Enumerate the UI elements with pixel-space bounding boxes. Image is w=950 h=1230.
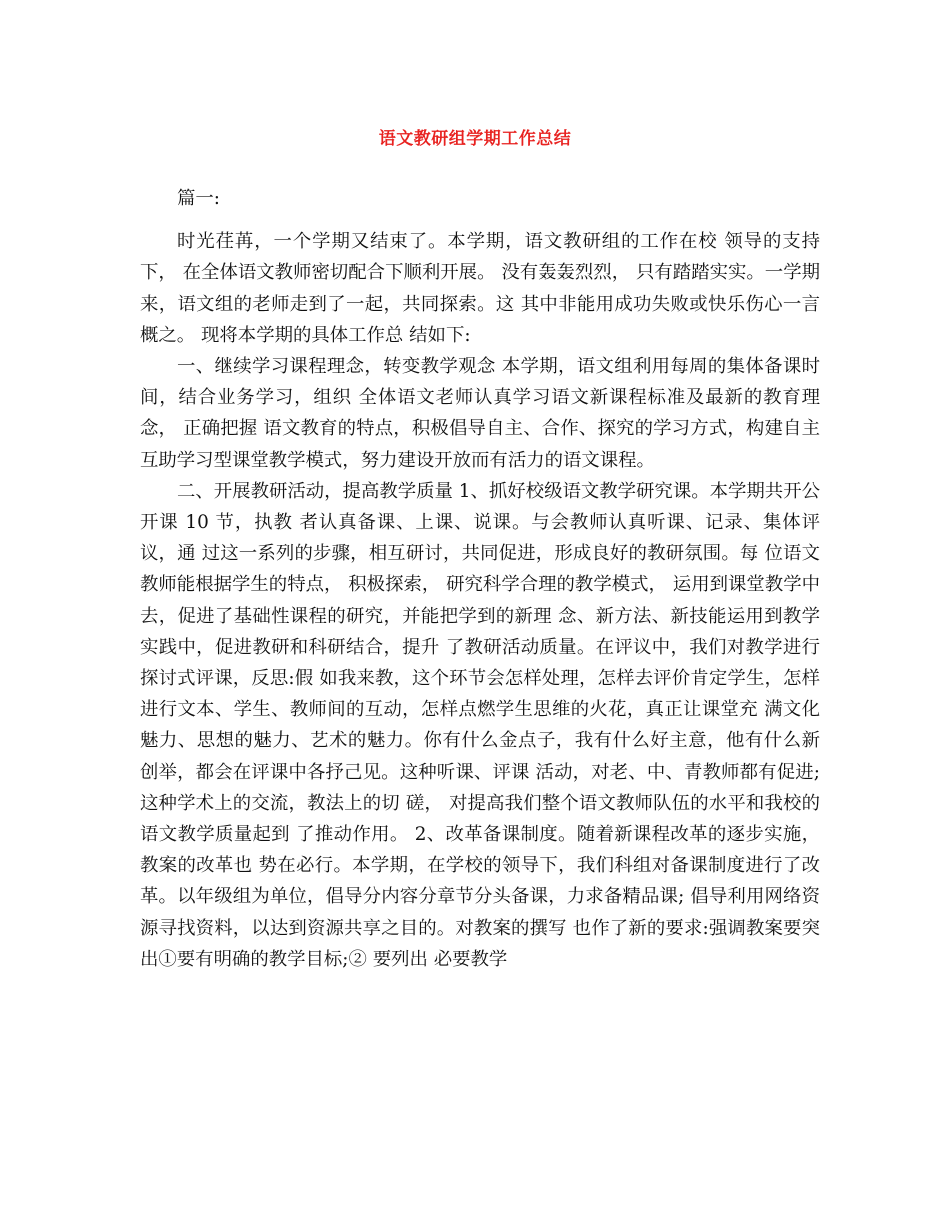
intro-paragraph: 时光荏苒，一个学期又结束了。本学期，语文教研组的工作在校 领导的支持下， 在全体语文教师密切配合下顺利开展。 没有轰轰烈烈， 只有踏踏实实。一学期来，语文组的老师走到了一起，共同探索。这 其中非能用成功失败或快乐伤心一言概之。 现将本学期的具体工作总 结如下: — [140, 231, 820, 346]
section-two-paragraph: 二、开展教研活动，提高教学质量 1、抓好校级语文教学研究课。本学期共开公开课 10 节，执教 者认真备课、上课、说课。与会教师认真听课、记录、集体评议，通 过这一系列的步骤，相互研讨，共同促进，形成良好的教研氛围。每 位语文教师能根据学生的特点， 积极探索， 研究科学合理的教学模式， 运用到课堂教学中去，促进了基础性课程的研究，并能把学到的新理 念、新方法、新技能运用到教学实践中，促进教研和科研结合，提升 了教研活动质量。在评议中，我们对教学进行探讨式评课，反思:假 如我来教，这个环节会怎样处理，怎样去评价肯定学生，怎样进行文本、学生、教师间的互动，怎样点燃学生思维的火花，真正让课堂充 满文化魅力、思想的魅力、艺术的魅力。你有什么金点子，我有什么好主意，他有什么新创举，都会在评课中各抒己见。这种听课、评课 活动，对老、中、青教师都有促进;这种学术上的交流，教法上的切 磋， 对提高我们整个语文教师队伍的水平和我校的语文教学质量起到 了推动作用。 2、改革备课制度。随着新课程改革的逐步实施，教案的改革也 势在必行。本学期，在学校的领导下，我们科组对备课制度进行了改 革。以年级组为单位，倡导分内容分章节分头备课，力求备精品课; 倡导利用网络资源寻找资料，以达到资源共享之目的。对教案的撰写 也作了新的要求:强调教案要突出①要有明确的教学目标;② 要列出 必要教学 — [140, 480, 820, 970]
section-one-paragraph: 一、继续学习课程理念，转变教学观念 本学期，语文组利用每周的集体备课时间，结合业务学习，组织 全体语文老师认真学习语文新课程标准及最新的教育理念， 正确把握 语文教育的特点，积极倡导自主、合作、探究的学习方式，构建自主 互助学习型课堂教学模式，努力建设开放而有活力的语文课程。 — [140, 356, 820, 471]
document-body — [140, 183, 820, 975]
document-title: 语文教研组学期工作总结 — [378, 129, 572, 149]
section-label: 篇一: — [177, 188, 220, 209]
